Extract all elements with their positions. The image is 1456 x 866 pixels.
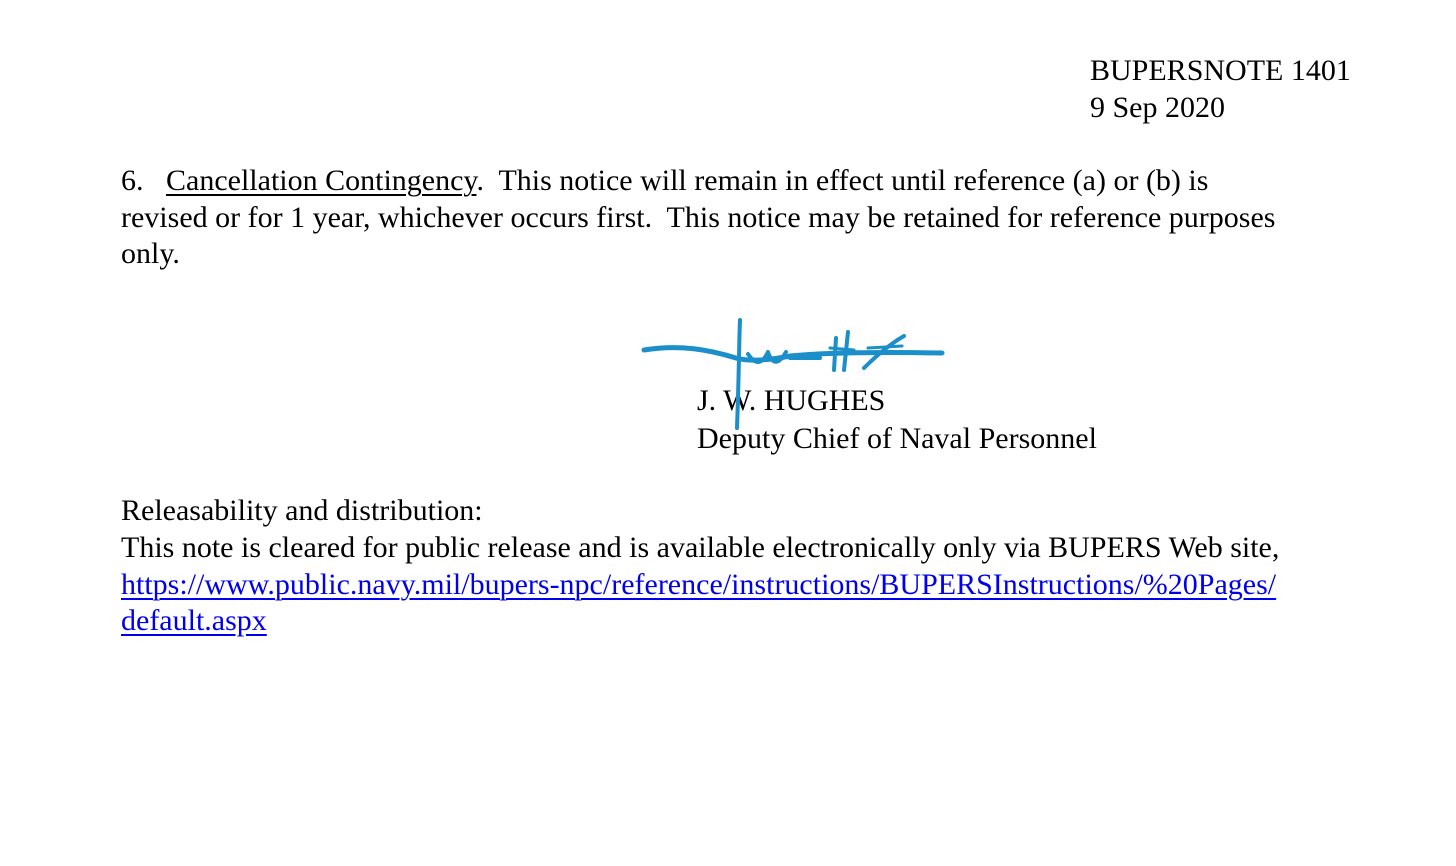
paragraph-line-2: revised or for 1 year, whichever occurs first. This notice may be retained for reference purposes: [121, 200, 1276, 234]
bupers-link-line-2[interactable]: default.aspx: [121, 604, 267, 638]
releasability-heading: Releasability and distribution:: [121, 494, 483, 527]
handwritten-signature-icon: [640, 314, 950, 434]
paragraph-heading: Cancellation Contingency: [166, 164, 477, 197]
releasability-section: [121, 493, 1279, 640]
paragraph-cancellation-contingency: [121, 163, 1361, 273]
document-number: BUPERSNOTE 1401: [1090, 54, 1351, 87]
paragraph-line-1-text: This notice will remain in effect until reference (a) or (b) is: [498, 164, 1209, 197]
releasability-text: This note is cleared for public release and is available electronically only via BUPERS Web site,: [121, 530, 1280, 564]
signer-name: J. W. HUGHES: [697, 384, 886, 417]
document-date: 9 Sep 2020: [1090, 91, 1225, 124]
signer-title: Deputy Chief of Naval Personnel: [697, 421, 1097, 455]
paragraph-line-1: 6. Cancellation Contingency. This notice will remain in effect until reference (a) or (b) is: [121, 164, 1209, 197]
paragraph-line-3: only.: [121, 237, 180, 270]
signature-strokes: [644, 320, 942, 428]
bupers-link-line-1[interactable]: https://www.public.navy.mil/bupers-npc/reference/instructions/BUPERSInstructions/%20Pages/: [121, 567, 1277, 601]
paragraph-number: 6.: [121, 164, 144, 197]
document-header: [1090, 52, 1351, 126]
